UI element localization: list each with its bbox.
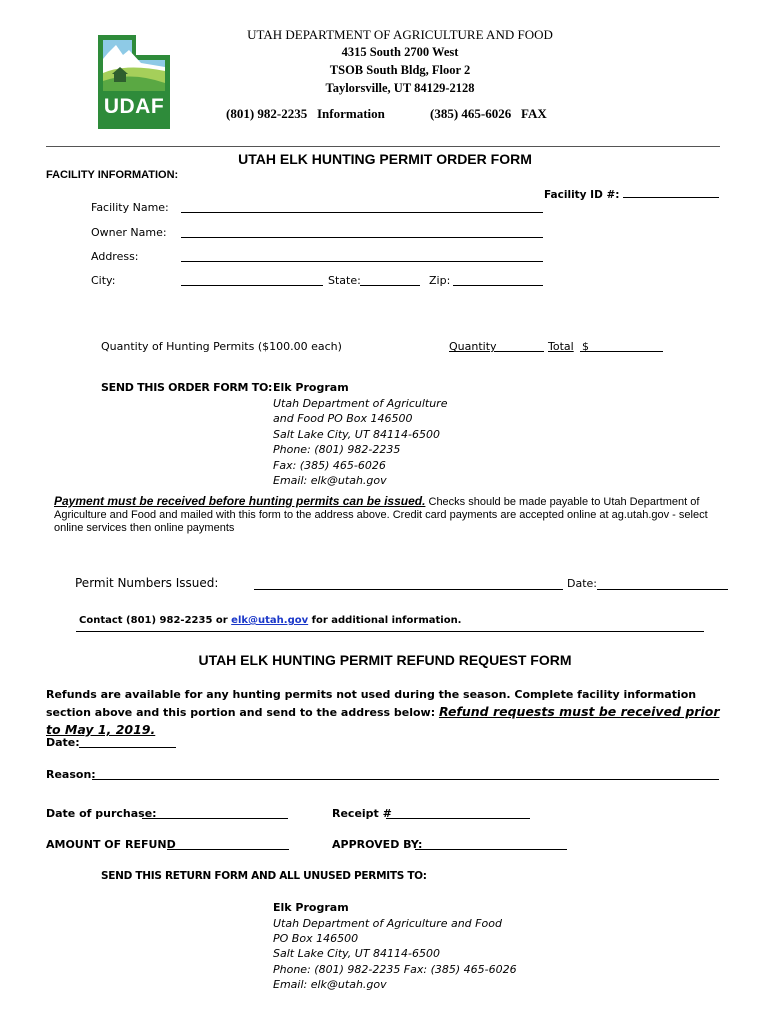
agency-street: 4315 South 2700 West xyxy=(341,45,459,59)
contact-prefix: Contact (801) 982-2235 or xyxy=(79,615,232,626)
reason-label: Reason: xyxy=(46,768,96,781)
permit-date-input[interactable] xyxy=(597,589,728,590)
city-input[interactable] xyxy=(181,285,323,286)
send-to-label: SEND THIS ORDER FORM TO: xyxy=(101,381,273,394)
send-return-label: SEND THIS RETURN FORM AND ALL UNUSED PERMITS TO: xyxy=(101,870,427,882)
permit-numbers-input[interactable] xyxy=(254,589,563,590)
permit-numbers-label: Permit Numbers Issued: xyxy=(75,576,219,590)
contact-suffix: for additional information. xyxy=(308,615,462,626)
zip-input[interactable] xyxy=(453,285,543,286)
permit-date-label: Date: xyxy=(567,577,597,590)
total-input[interactable] xyxy=(580,351,663,352)
owner-name-input[interactable] xyxy=(181,237,543,238)
address-line-1: Utah Department of Agriculture xyxy=(273,397,448,410)
amount-of-refund-input[interactable] xyxy=(167,849,289,850)
order-form-title: UTAH ELK HUNTING PERMIT ORDER FORM xyxy=(238,151,532,167)
approved-by-label: APPROVED BY: xyxy=(332,838,423,851)
refund-address-line-1: Utah Department of Agriculture and Food xyxy=(273,917,502,930)
address-phone: Phone: (801) 982-2235 xyxy=(273,443,401,456)
city-label: City: xyxy=(91,274,116,287)
date-of-purchase-input[interactable] xyxy=(142,818,288,819)
facility-id-input[interactable] xyxy=(623,185,719,198)
owner-name-label: Owner Name: xyxy=(91,226,167,239)
facility-name-input[interactable] xyxy=(181,212,543,213)
refund-date-input[interactable] xyxy=(79,747,176,748)
quantity-label: Quantity xyxy=(449,340,497,353)
address-line-2: and Food PO Box 146500 xyxy=(273,412,413,425)
agency-building: TSOB South Bldg, Floor 2 xyxy=(329,63,471,77)
section-divider xyxy=(76,631,704,632)
reason-input[interactable] xyxy=(92,779,719,780)
receipt-input[interactable] xyxy=(386,818,530,819)
refund-address-line-3: Salt Lake City, UT 84114-6500 xyxy=(273,947,441,960)
zip-label: Zip: xyxy=(429,274,451,287)
facility-id-field[interactable] xyxy=(544,185,719,201)
address-line-3: Salt Lake City, UT 84114-6500 xyxy=(273,428,441,441)
refund-address-phone-fax: Phone: (801) 982-2235 Fax: (385) 465-6026 xyxy=(273,963,517,976)
header-divider xyxy=(46,146,720,147)
refund-address-email: Email: elk@utah.gov xyxy=(273,978,387,991)
address-fax: Fax: (385) 465-6026 xyxy=(273,459,386,472)
agency-name: UTAH DEPARTMENT OF AGRICULTURE AND FOOD xyxy=(247,27,553,42)
state-input[interactable] xyxy=(360,285,420,286)
logo-text: UDAF xyxy=(103,95,165,118)
payment-emphasis: Payment must be received before hunting permits can be issued. xyxy=(54,494,426,508)
facility-id-label: Facility ID #: xyxy=(544,189,620,201)
agency-phone: (801) 982-2235 Information xyxy=(226,106,385,121)
amount-of-refund-label: AMOUNT OF REFUND xyxy=(46,838,176,851)
refund-instructions xyxy=(46,686,736,739)
total-label: Total xyxy=(548,340,574,353)
agency-city: Taylorsville, UT 84129-2128 xyxy=(325,81,475,95)
refund-form-title: UTAH ELK HUNTING PERMIT REFUND REQUEST FORM xyxy=(198,652,572,668)
refund-deadline: Refund requests must be received prior to May 1, 2019. xyxy=(46,704,720,737)
facility-name-label: Facility Name: xyxy=(91,201,169,214)
contact-email-link[interactable]: elk@utah.gov xyxy=(231,615,309,626)
facility-info-heading: FACILITY INFORMATION: xyxy=(46,169,179,181)
refund-intro: Refunds are available for any hunting permits not used during the season. Complete facility information section above and this portion and send to the address below: xyxy=(46,688,697,719)
payment-notice xyxy=(54,495,734,535)
date-of-purchase-label: Date of purchase: xyxy=(46,807,157,820)
state-label: State: xyxy=(328,274,361,287)
address-input[interactable] xyxy=(181,261,543,262)
dollar-sign: $ xyxy=(582,340,589,353)
refund-program-name: Elk Program xyxy=(273,901,349,914)
payment-details: Checks should be made payable to Utah Department of Agriculture and Food and mailed with this form to the address above. Credit card payments are accepted online at ag.utah.gov - select online services then online payments xyxy=(54,496,708,534)
quantity-description: Quantity of Hunting Permits ($100.00 each) xyxy=(101,340,342,353)
agency-fax: (385) 465-6026 FAX xyxy=(430,106,547,121)
address-email: Email: elk@utah.gov xyxy=(273,474,387,487)
address-label: Address: xyxy=(91,250,139,263)
receipt-label: Receipt # xyxy=(332,807,392,820)
contact-info xyxy=(79,615,461,626)
refund-address-line-2: PO Box 146500 xyxy=(273,932,359,945)
approved-by-input[interactable] xyxy=(415,849,567,850)
quantity-input[interactable] xyxy=(496,351,544,352)
refund-date-label: Date: xyxy=(46,736,80,749)
program-name: Elk Program xyxy=(273,381,349,394)
